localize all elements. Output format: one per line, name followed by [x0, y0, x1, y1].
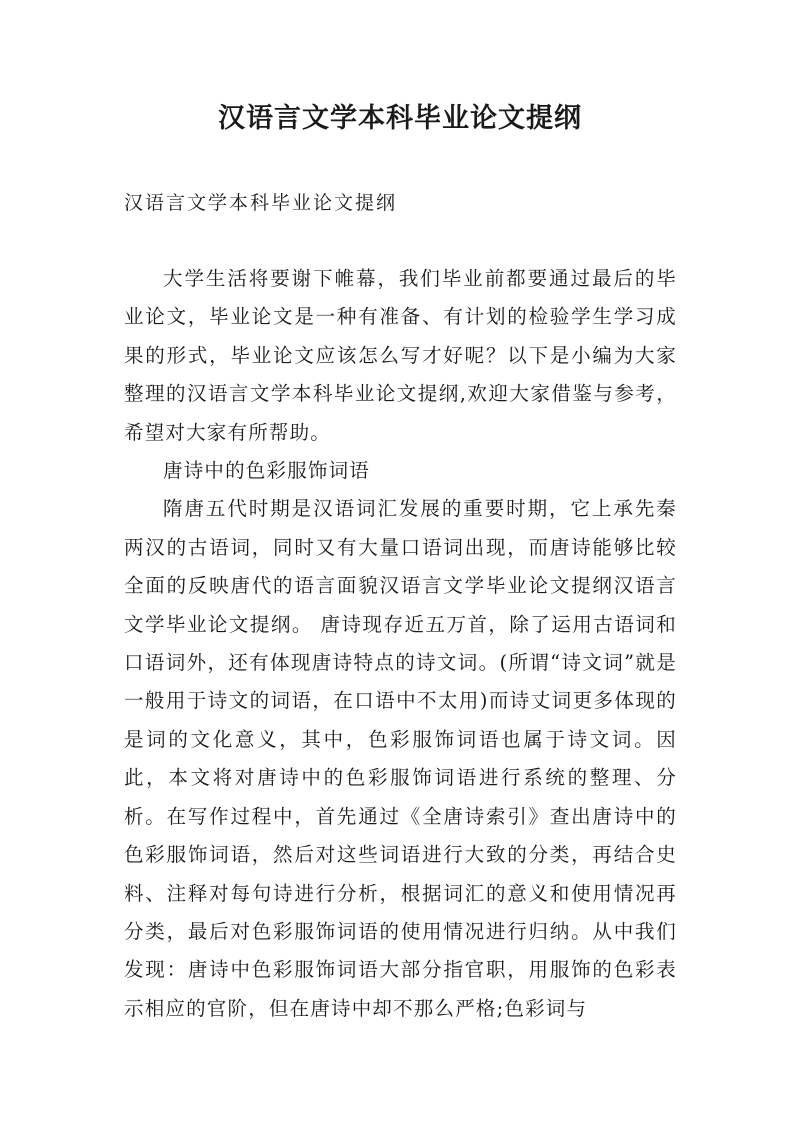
intro-paragraph: 大学生活将要谢下帷幕，我们毕业前都要通过最后的毕业论文，毕业论文是一种有准备、有计划的检验学生学习成果的形式，毕业论文应该怎么写才好呢？以下是小编为大家整理的汉语言文学本科毕业论文提纲,欢迎大家借鉴与参考，希望对大家有所帮助。: [124, 267, 677, 444]
section-heading: 唐诗中的色彩服饰词语: [163, 459, 371, 483]
body-paragraph: 隋唐五代时期是汉语词汇发展的重要时期，它上承先秦两汉的古语词，同时又有大量口语词出现，而唐诗能够比较全面的反映唐代的语言面貌汉语言文学毕业论文提纲汉语言文学毕业论文提纲。 唐诗现存近五万首，除了运用古语词和口语词外，还有体现唐诗特点的诗文词。(所谓“诗文词”就是一般用于诗文的词语，在口语中不太用)而诗丈词更多体现的是词的文化意义，其中，色彩服饰词语也属于诗文词。因此，本文将对唐诗中的色彩服饰词语进行系统的整理、分析。在写作过程中，首先通过《全唐诗索引》查出唐诗中的色彩服饰词语，然后对这些词语进行大致的分类，再结合史料、注释对每句诗进行分析，根据词汇的意义和使用情况再分类，最后对色彩服饰词语的使用情况进行归纳。从中我们发现：唐诗中色彩服饰词语大部分指官职，用服饰的色彩表示相应的官阶，但在唐诗中却不那么严格;色彩词与: [124, 497, 677, 1020]
document-subtitle: 汉语言文学本科毕业论文提纲: [124, 192, 398, 214]
document-title: 汉语言文学本科毕业论文提纲: [218, 103, 582, 134]
document-body: [124, 260, 677, 1028]
